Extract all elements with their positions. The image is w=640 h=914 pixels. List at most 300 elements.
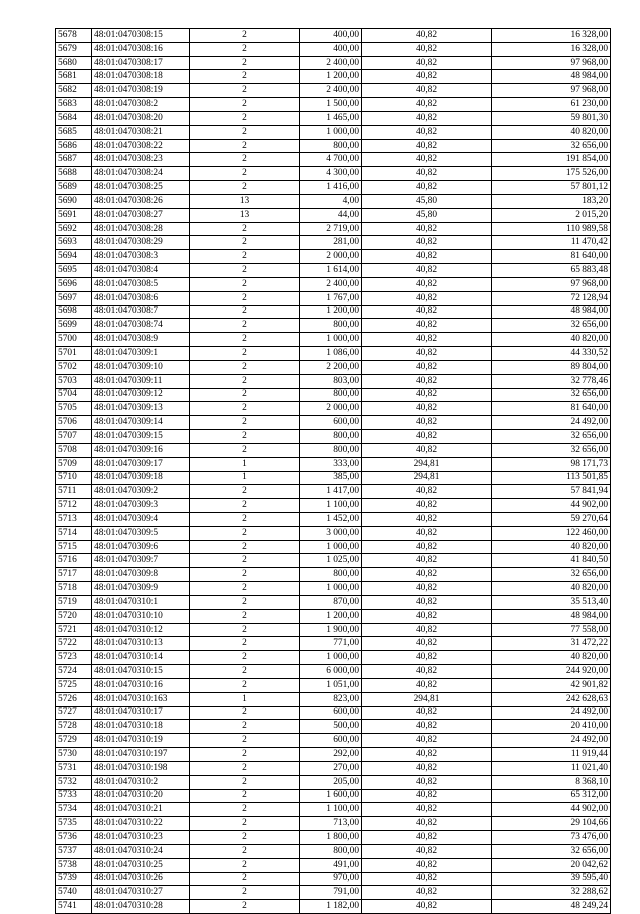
cadastral-number-cell: 48:01:0470308:28	[92, 222, 190, 236]
category-code-cell: 2	[190, 250, 300, 264]
value-cell: 32 656,00	[492, 443, 611, 457]
value-cell: 40 820,00	[492, 333, 611, 347]
cadastral-value-table	[55, 28, 611, 914]
row-number-cell: 5714	[56, 526, 92, 540]
table-row	[56, 236, 611, 250]
table-row	[56, 734, 611, 748]
table-row	[56, 831, 611, 845]
cadastral-number-cell: 48:01:0470310:23	[92, 831, 190, 845]
area-cell: 771,00	[300, 637, 362, 651]
cadastral-number-cell: 48:01:0470308:4	[92, 264, 190, 278]
cadastral-number-cell: 48:01:0470308:74	[92, 319, 190, 333]
area-cell: 2 719,00	[300, 222, 362, 236]
table-row	[56, 305, 611, 319]
table-row	[56, 775, 611, 789]
table-row	[56, 540, 611, 554]
category-code-cell: 13	[190, 208, 300, 222]
value-cell: 44 330,52	[492, 347, 611, 361]
value-cell: 242 628,63	[492, 692, 611, 706]
row-number-cell: 5695	[56, 264, 92, 278]
area-cell: 1 100,00	[300, 499, 362, 513]
table-row	[56, 347, 611, 361]
table-row	[56, 637, 611, 651]
row-number-cell: 5735	[56, 817, 92, 831]
row-number-cell: 5724	[56, 665, 92, 679]
row-number-cell: 5741	[56, 900, 92, 914]
value-cell: 39 595,40	[492, 872, 611, 886]
cadastral-number-cell: 48:01:0470309:11	[92, 374, 190, 388]
value-cell: 65 883,48	[492, 264, 611, 278]
rate-cell: 40,82	[362, 775, 492, 789]
cadastral-number-cell: 48:01:0470309:5	[92, 526, 190, 540]
rate-cell: 40,82	[362, 42, 492, 56]
rate-cell: 40,82	[362, 360, 492, 374]
value-cell: 57 801,12	[492, 181, 611, 195]
cadastral-number-cell: 48:01:0470308:21	[92, 125, 190, 139]
category-code-cell: 2	[190, 319, 300, 333]
value-cell: 32 288,62	[492, 886, 611, 900]
area-cell: 6 000,00	[300, 665, 362, 679]
category-code-cell: 2	[190, 485, 300, 499]
cadastral-number-cell: 48:01:0470309:2	[92, 485, 190, 499]
row-number-cell: 5693	[56, 236, 92, 250]
category-code-cell: 2	[190, 84, 300, 98]
cadastral-number-cell: 48:01:0470309:4	[92, 512, 190, 526]
row-number-cell: 5702	[56, 360, 92, 374]
row-number-cell: 5688	[56, 167, 92, 181]
table-row	[56, 900, 611, 914]
rate-cell: 40,82	[362, 623, 492, 637]
table-row	[56, 720, 611, 734]
category-code-cell: 2	[190, 844, 300, 858]
table-row	[56, 333, 611, 347]
cadastral-number-cell: 48:01:0470310:25	[92, 858, 190, 872]
category-code-cell: 2	[190, 499, 300, 513]
rate-cell: 40,82	[362, 886, 492, 900]
category-code-cell: 2	[190, 277, 300, 291]
value-cell: 48 984,00	[492, 305, 611, 319]
table-row	[56, 526, 611, 540]
table-row	[56, 886, 611, 900]
cadastral-number-cell: 48:01:0470308:20	[92, 111, 190, 125]
category-code-cell: 2	[190, 70, 300, 84]
value-cell: 40 820,00	[492, 651, 611, 665]
table-row	[56, 706, 611, 720]
row-number-cell: 5718	[56, 582, 92, 596]
area-cell: 1 500,00	[300, 98, 362, 112]
category-code-cell: 2	[190, 347, 300, 361]
rate-cell: 40,82	[362, 637, 492, 651]
area-cell: 600,00	[300, 416, 362, 430]
rate-cell: 40,82	[362, 153, 492, 167]
document-page	[55, 28, 610, 914]
table-row	[56, 748, 611, 762]
area-cell: 4,00	[300, 194, 362, 208]
cadastral-number-cell: 48:01:0470309:12	[92, 388, 190, 402]
value-cell: 65 312,00	[492, 789, 611, 803]
table-row	[56, 277, 611, 291]
table-row	[56, 430, 611, 444]
rate-cell: 45,80	[362, 194, 492, 208]
category-code-cell: 2	[190, 665, 300, 679]
row-number-cell: 5679	[56, 42, 92, 56]
category-code-cell: 2	[190, 443, 300, 457]
row-number-cell: 5726	[56, 692, 92, 706]
table-row	[56, 222, 611, 236]
row-number-cell: 5716	[56, 554, 92, 568]
value-cell: 32 656,00	[492, 844, 611, 858]
cadastral-number-cell: 48:01:0470308:7	[92, 305, 190, 319]
category-code-cell: 2	[190, 29, 300, 43]
table-row	[56, 291, 611, 305]
area-cell: 1 200,00	[300, 609, 362, 623]
table-row	[56, 139, 611, 153]
area-cell: 1 800,00	[300, 831, 362, 845]
row-number-cell: 5713	[56, 512, 92, 526]
table-row	[56, 858, 611, 872]
area-cell: 1 000,00	[300, 651, 362, 665]
table-row	[56, 872, 611, 886]
cadastral-number-cell: 48:01:0470310:14	[92, 651, 190, 665]
row-number-cell: 5711	[56, 485, 92, 499]
table-row	[56, 194, 611, 208]
category-code-cell: 2	[190, 111, 300, 125]
category-code-cell: 2	[190, 651, 300, 665]
rate-cell: 40,82	[362, 56, 492, 70]
rate-cell: 40,82	[362, 443, 492, 457]
category-code-cell: 2	[190, 416, 300, 430]
cadastral-number-cell: 48:01:0470309:13	[92, 402, 190, 416]
category-code-cell: 2	[190, 388, 300, 402]
rate-cell: 45,80	[362, 208, 492, 222]
row-number-cell: 5717	[56, 568, 92, 582]
category-code-cell: 2	[190, 706, 300, 720]
value-cell: 59 270,64	[492, 512, 611, 526]
table-row	[56, 181, 611, 195]
area-cell: 1 200,00	[300, 70, 362, 84]
cadastral-number-cell: 48:01:0470309:1	[92, 347, 190, 361]
table-row	[56, 817, 611, 831]
cadastral-number-cell: 48:01:0470308:26	[92, 194, 190, 208]
cadastral-number-cell: 48:01:0470310:21	[92, 803, 190, 817]
category-code-cell: 13	[190, 194, 300, 208]
value-cell: 32 656,00	[492, 388, 611, 402]
cadastral-number-cell: 48:01:0470309:14	[92, 416, 190, 430]
table-row	[56, 111, 611, 125]
area-cell: 491,00	[300, 858, 362, 872]
rate-cell: 40,82	[362, 789, 492, 803]
area-cell: 2 400,00	[300, 277, 362, 291]
cadastral-number-cell: 48:01:0470308:3	[92, 250, 190, 264]
table-row	[56, 98, 611, 112]
cadastral-number-cell: 48:01:0470310:18	[92, 720, 190, 734]
area-cell: 2 400,00	[300, 56, 362, 70]
cadastral-number-cell: 48:01:0470310:197	[92, 748, 190, 762]
row-number-cell: 5689	[56, 181, 92, 195]
category-code-cell: 2	[190, 305, 300, 319]
cadastral-number-cell: 48:01:0470310:19	[92, 734, 190, 748]
category-code-cell: 2	[190, 236, 300, 250]
table-row	[56, 761, 611, 775]
area-cell: 800,00	[300, 139, 362, 153]
value-cell: 32 656,00	[492, 568, 611, 582]
rate-cell: 40,82	[362, 139, 492, 153]
area-cell: 44,00	[300, 208, 362, 222]
category-code-cell: 2	[190, 872, 300, 886]
cadastral-number-cell: 48:01:0470310:1	[92, 595, 190, 609]
cadastral-number-cell: 48:01:0470309:10	[92, 360, 190, 374]
row-number-cell: 5723	[56, 651, 92, 665]
category-code-cell: 2	[190, 526, 300, 540]
category-code-cell: 2	[190, 125, 300, 139]
category-code-cell: 2	[190, 98, 300, 112]
area-cell: 1 452,00	[300, 512, 362, 526]
value-cell: 20 042,62	[492, 858, 611, 872]
category-code-cell: 2	[190, 803, 300, 817]
category-code-cell: 2	[190, 678, 300, 692]
cadastral-number-cell: 48:01:0470310:10	[92, 609, 190, 623]
cadastral-number-cell: 48:01:0470310:16	[92, 678, 190, 692]
rate-cell: 40,82	[362, 568, 492, 582]
category-code-cell: 2	[190, 181, 300, 195]
value-cell: 24 492,00	[492, 706, 611, 720]
value-cell: 32 656,00	[492, 430, 611, 444]
category-code-cell: 2	[190, 42, 300, 56]
area-cell: 1 417,00	[300, 485, 362, 499]
value-cell: 40 820,00	[492, 582, 611, 596]
category-code-cell: 2	[190, 264, 300, 278]
area-cell: 2 400,00	[300, 84, 362, 98]
rate-cell: 40,82	[362, 84, 492, 98]
category-code-cell: 2	[190, 374, 300, 388]
area-cell: 400,00	[300, 42, 362, 56]
table-row	[56, 208, 611, 222]
row-number-cell: 5730	[56, 748, 92, 762]
rate-cell: 40,82	[362, 665, 492, 679]
area-cell: 803,00	[300, 374, 362, 388]
category-code-cell: 2	[190, 858, 300, 872]
area-cell: 292,00	[300, 748, 362, 762]
value-cell: 191 854,00	[492, 153, 611, 167]
area-cell: 270,00	[300, 761, 362, 775]
table-row	[56, 402, 611, 416]
row-number-cell: 5725	[56, 678, 92, 692]
row-number-cell: 5700	[56, 333, 92, 347]
table-row	[56, 651, 611, 665]
row-number-cell: 5706	[56, 416, 92, 430]
value-cell: 16 328,00	[492, 42, 611, 56]
row-number-cell: 5732	[56, 775, 92, 789]
value-cell: 97 968,00	[492, 56, 611, 70]
cadastral-number-cell: 48:01:0470308:2	[92, 98, 190, 112]
rate-cell: 40,82	[362, 582, 492, 596]
rate-cell: 40,82	[362, 374, 492, 388]
row-number-cell: 5703	[56, 374, 92, 388]
cadastral-number-cell: 48:01:0470310:13	[92, 637, 190, 651]
rate-cell: 40,82	[362, 181, 492, 195]
row-number-cell: 5696	[56, 277, 92, 291]
area-cell: 1 900,00	[300, 623, 362, 637]
category-code-cell: 2	[190, 900, 300, 914]
row-number-cell: 5708	[56, 443, 92, 457]
row-number-cell: 5707	[56, 430, 92, 444]
rate-cell: 40,82	[362, 817, 492, 831]
rate-cell: 294,81	[362, 692, 492, 706]
row-number-cell: 5709	[56, 457, 92, 471]
row-number-cell: 5736	[56, 831, 92, 845]
table-row	[56, 582, 611, 596]
value-cell: 244 920,00	[492, 665, 611, 679]
table-row	[56, 250, 611, 264]
area-cell: 4 300,00	[300, 167, 362, 181]
cadastral-number-cell: 48:01:0470308:15	[92, 29, 190, 43]
rate-cell: 40,82	[362, 29, 492, 43]
cadastral-number-cell: 48:01:0470309:16	[92, 443, 190, 457]
category-code-cell: 2	[190, 582, 300, 596]
area-cell: 1 465,00	[300, 111, 362, 125]
rate-cell: 294,81	[362, 457, 492, 471]
cadastral-number-cell: 48:01:0470310:26	[92, 872, 190, 886]
rate-cell: 40,82	[362, 706, 492, 720]
area-cell: 333,00	[300, 457, 362, 471]
row-number-cell: 5682	[56, 84, 92, 98]
rate-cell: 40,82	[362, 430, 492, 444]
value-cell: 113 501,85	[492, 471, 611, 485]
row-number-cell: 5690	[56, 194, 92, 208]
category-code-cell: 2	[190, 609, 300, 623]
cadastral-number-cell: 48:01:0470309:17	[92, 457, 190, 471]
category-code-cell: 2	[190, 595, 300, 609]
rate-cell: 40,82	[362, 167, 492, 181]
table-row	[56, 499, 611, 513]
value-cell: 81 640,00	[492, 402, 611, 416]
table-row	[56, 153, 611, 167]
category-code-cell: 2	[190, 512, 300, 526]
row-number-cell: 5710	[56, 471, 92, 485]
cadastral-number-cell: 48:01:0470308:16	[92, 42, 190, 56]
area-cell: 4 700,00	[300, 153, 362, 167]
value-cell: 57 841,94	[492, 485, 611, 499]
cadastral-number-cell: 48:01:0470310:17	[92, 706, 190, 720]
area-cell: 281,00	[300, 236, 362, 250]
area-cell: 2 000,00	[300, 250, 362, 264]
table-row	[56, 374, 611, 388]
value-cell: 77 558,00	[492, 623, 611, 637]
table-row	[56, 512, 611, 526]
cadastral-number-cell: 48:01:0470308:24	[92, 167, 190, 181]
category-code-cell: 2	[190, 720, 300, 734]
table-row	[56, 360, 611, 374]
cadastral-number-cell: 48:01:0470309:15	[92, 430, 190, 444]
rate-cell: 40,82	[362, 831, 492, 845]
category-code-cell: 2	[190, 789, 300, 803]
category-code-cell: 2	[190, 222, 300, 236]
rate-cell: 40,82	[362, 305, 492, 319]
rate-cell: 40,82	[362, 540, 492, 554]
rate-cell: 40,82	[362, 70, 492, 84]
area-cell: 205,00	[300, 775, 362, 789]
value-cell: 72 128,94	[492, 291, 611, 305]
rate-cell: 40,82	[362, 98, 492, 112]
value-cell: 81 640,00	[492, 250, 611, 264]
table-row	[56, 485, 611, 499]
category-code-cell: 1	[190, 692, 300, 706]
rate-cell: 40,82	[362, 499, 492, 513]
category-code-cell: 2	[190, 139, 300, 153]
row-number-cell: 5692	[56, 222, 92, 236]
area-cell: 1 614,00	[300, 264, 362, 278]
row-number-cell: 5681	[56, 70, 92, 84]
rate-cell: 40,82	[362, 761, 492, 775]
category-code-cell: 2	[190, 540, 300, 554]
rate-cell: 40,82	[362, 485, 492, 499]
row-number-cell: 5727	[56, 706, 92, 720]
table-row	[56, 84, 611, 98]
rate-cell: 40,82	[362, 872, 492, 886]
category-code-cell: 2	[190, 637, 300, 651]
category-code-cell: 1	[190, 471, 300, 485]
value-cell: 175 526,00	[492, 167, 611, 181]
value-cell: 40 820,00	[492, 125, 611, 139]
row-number-cell: 5722	[56, 637, 92, 651]
row-number-cell: 5719	[56, 595, 92, 609]
value-cell: 20 410,00	[492, 720, 611, 734]
rate-cell: 40,82	[362, 595, 492, 609]
rate-cell: 40,82	[362, 526, 492, 540]
value-cell: 11 021,40	[492, 761, 611, 775]
area-cell: 1 086,00	[300, 347, 362, 361]
value-cell: 40 820,00	[492, 540, 611, 554]
row-number-cell: 5737	[56, 844, 92, 858]
cadastral-number-cell: 48:01:0470308:29	[92, 236, 190, 250]
value-cell: 16 328,00	[492, 29, 611, 43]
table-row	[56, 595, 611, 609]
category-code-cell: 2	[190, 291, 300, 305]
category-code-cell: 2	[190, 568, 300, 582]
table-row	[56, 789, 611, 803]
cadastral-number-cell: 48:01:0470310:24	[92, 844, 190, 858]
table-row	[56, 443, 611, 457]
row-number-cell: 5738	[56, 858, 92, 872]
area-cell: 1 051,00	[300, 678, 362, 692]
value-cell: 61 230,00	[492, 98, 611, 112]
cadastral-number-cell: 48:01:0470310:22	[92, 817, 190, 831]
category-code-cell: 1	[190, 457, 300, 471]
rate-cell: 40,82	[362, 333, 492, 347]
rate-cell: 40,82	[362, 651, 492, 665]
value-cell: 183,20	[492, 194, 611, 208]
category-code-cell: 2	[190, 831, 300, 845]
rate-cell: 40,82	[362, 277, 492, 291]
cadastral-number-cell: 48:01:0470308:22	[92, 139, 190, 153]
category-code-cell: 2	[190, 167, 300, 181]
rate-cell: 40,82	[362, 803, 492, 817]
area-cell: 800,00	[300, 388, 362, 402]
category-code-cell: 2	[190, 153, 300, 167]
rate-cell: 40,82	[362, 734, 492, 748]
rate-cell: 40,82	[362, 291, 492, 305]
cadastral-number-cell: 48:01:0470308:23	[92, 153, 190, 167]
rate-cell: 40,82	[362, 402, 492, 416]
row-number-cell: 5712	[56, 499, 92, 513]
area-cell: 1 025,00	[300, 554, 362, 568]
area-cell: 1 182,00	[300, 900, 362, 914]
area-cell: 1 000,00	[300, 540, 362, 554]
row-number-cell: 5678	[56, 29, 92, 43]
cadastral-number-cell: 48:01:0470310:15	[92, 665, 190, 679]
table-row	[56, 56, 611, 70]
row-number-cell: 5720	[56, 609, 92, 623]
